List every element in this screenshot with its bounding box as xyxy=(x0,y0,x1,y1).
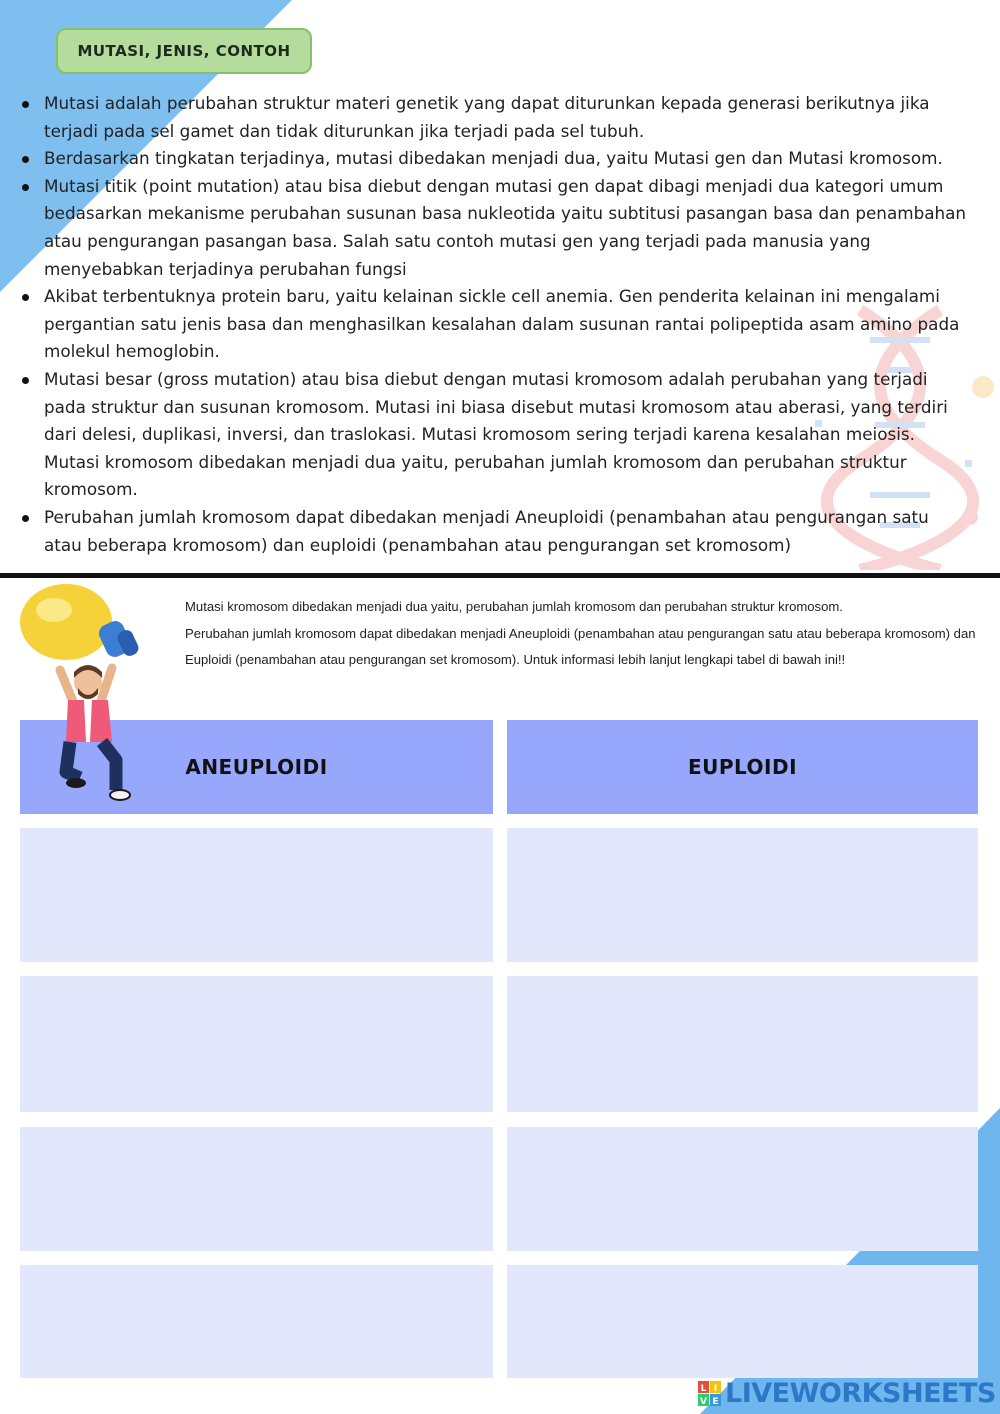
bulb-person-illustration xyxy=(16,582,146,804)
bullet-icon xyxy=(22,515,29,522)
table-cell[interactable] xyxy=(507,1265,978,1378)
logo-letter: I xyxy=(713,1383,718,1394)
section-title-badge xyxy=(56,28,312,74)
answer-input-aneuploidi-4[interactable] xyxy=(20,1265,497,1380)
bullet-icon xyxy=(22,377,29,384)
logo-letter: L xyxy=(700,1383,707,1394)
answer-input-euploidi-2[interactable] xyxy=(507,976,982,1114)
table-cell[interactable] xyxy=(507,828,978,962)
list-item: Perubahan jumlah kromosom dapat dibedakan menjadi Aneuploidi (penambahan atau pengurangan satu atau beberapa kromosom) dan euploidi (penambahan atau pengurangan set kromosom) xyxy=(18,504,968,559)
list-item: Mutasi adalah perubahan struktur materi genetik yang dapat diturunkan kepada generasi berikutnya jika terjadi pada sel gamet dan tidak diturunkan jika terjadi pada sel tubuh. xyxy=(18,90,968,145)
intro-line-1: Mutasi kromosom dibedakan menjadi dua yaitu, perubahan jumlah kromosom dan perubahan struktur kromosom. xyxy=(185,599,843,614)
list-item: Mutasi besar (gross mutation) atau bisa diebut dengan mutasi kromosom adalah perubahan yang terjadi pada struktur dan susunan kromosom. Mutasi ini biasa disebut mutasi kromosom atau aberasi, yang terdiri dari delesi, duplikasi, inversi, dan traslokasi. Mutasi kromosom sering terjadi karena kesalahan meiosis. Mutasi kromosom dibedakan menjadi dua yaitu, perubahan jumlah kromosom dan perubahan struktur kromosom. xyxy=(18,366,968,504)
intro-line-2: Perubahan jumlah kromosom dapat dibedakan menjadi Aneuploidi (penambahan atau pengurangan satu atau beberapa kromosom) dan Euploidi (penambahan atau pengurangan set kromosom). Untuk informasi lebih lanjut lengkapi tabel di bawah ini!! xyxy=(185,625,976,667)
answer-input-aneuploidi-3[interactable] xyxy=(20,1127,497,1253)
logo-letter: E xyxy=(712,1396,719,1407)
answer-input-aneuploidi-2[interactable] xyxy=(20,976,497,1114)
bullet-icon xyxy=(22,156,29,163)
column-header-euploidi: EUPLOIDI xyxy=(507,720,978,814)
logo-text: LIVEWORKSHEETS xyxy=(725,1378,996,1409)
list-item: Akibat terbentuknya protein baru, yaitu kelainan sickle cell anemia. Gen penderita kelainan ini mengalami pergantian satu jenis basa dan menghasilkan kesalahan dalam susunan rantai polipeptida asam amino pada molekul hemoglobin. xyxy=(18,283,968,366)
table-cell[interactable] xyxy=(20,1127,493,1251)
bullet-icon xyxy=(22,294,29,301)
list-item: Mutasi titik (point mutation) atau bisa diebut dengan mutasi gen dapat dibagi menjadi dua kategori umum bedasarkan mekanisme perubahan susunan basa nukleotida yaitu subtitusi pasangan basa dan penambahan atau pengurangan pasangan basa. Salah satu contoh mutasi gen yang terjadi pada manusia yang menyebabkan terjadinya perubahan fungsi xyxy=(18,173,968,283)
answer-input-euploidi-4[interactable] xyxy=(507,1265,982,1380)
table-cell[interactable] xyxy=(20,828,493,962)
answer-input-euploidi-3[interactable] xyxy=(507,1127,982,1253)
answer-input-aneuploidi-1[interactable] xyxy=(20,828,497,964)
logo-letter: V xyxy=(700,1396,707,1407)
table-cell[interactable] xyxy=(507,1127,978,1251)
answer-input-euploidi-1[interactable] xyxy=(507,828,982,964)
section-title: MUTASI, JENIS, CONTOH xyxy=(77,42,291,60)
list-item: Berdasarkan tingkatan terjadinya, mutasi dibedakan menjadi dua, yaitu Mutasi gen dan Mutasi kromosom. xyxy=(18,145,968,173)
table-cell[interactable] xyxy=(20,1265,493,1378)
bullet-list xyxy=(18,90,968,559)
bullet-icon xyxy=(22,184,29,191)
intro-paragraph xyxy=(185,594,990,674)
bullet-icon xyxy=(22,101,29,108)
table-cell[interactable] xyxy=(20,976,493,1112)
section-divider xyxy=(0,573,1000,578)
table-cell[interactable] xyxy=(507,976,978,1112)
column-header-aneuploidi: ANEUPLOIDI xyxy=(20,720,493,814)
live-blocks-icon xyxy=(698,1381,722,1407)
liveworksheets-logo xyxy=(698,1378,996,1409)
